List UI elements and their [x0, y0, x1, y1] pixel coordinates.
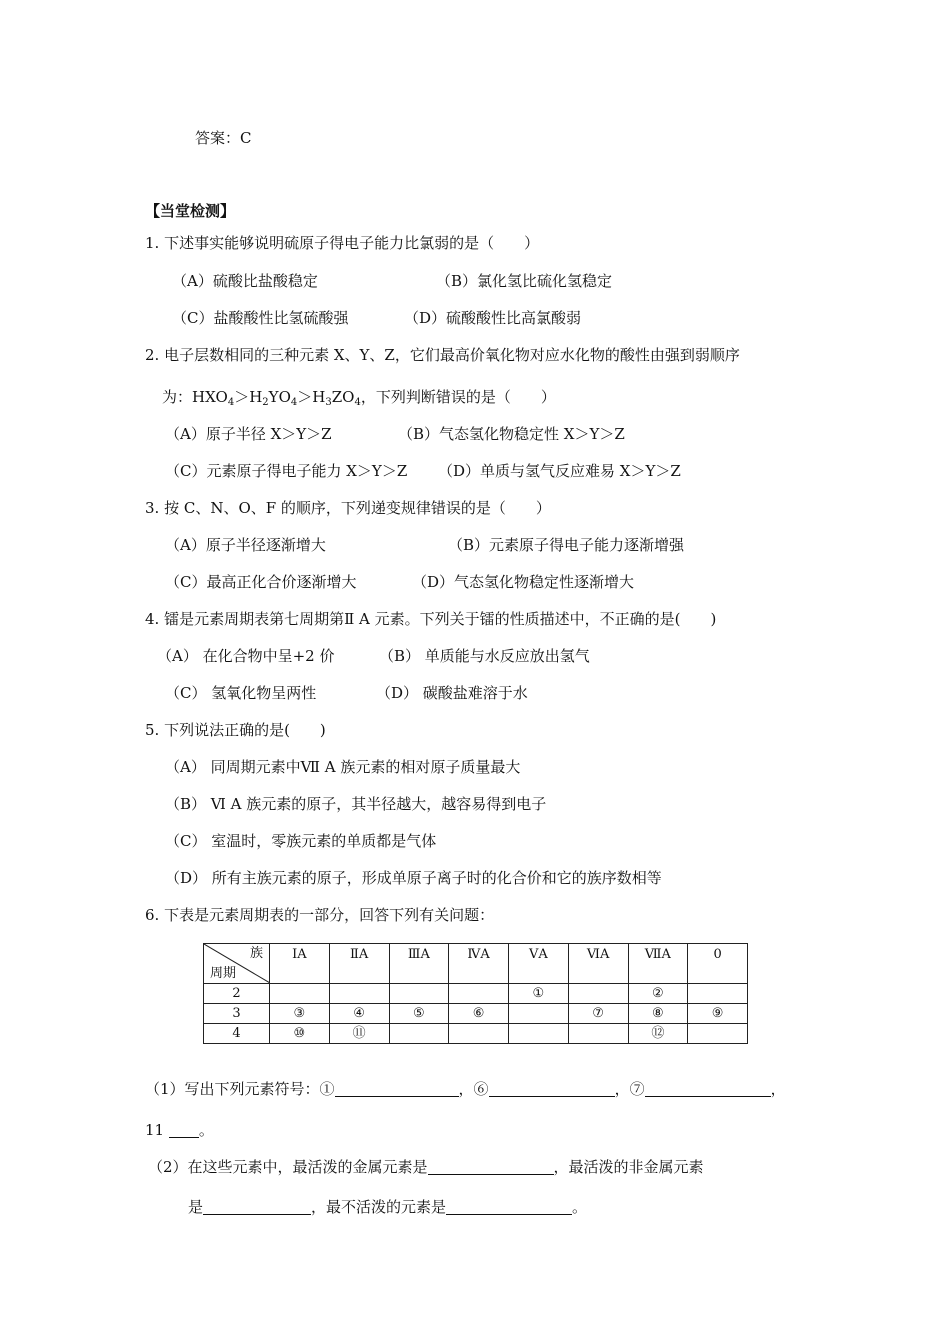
- formula-hxo4: $HXO_4$: [192, 388, 235, 408]
- answer-blank-nonmetal[interactable]: [203, 1198, 311, 1215]
- q1-option-c: （C）盐酸酸性比氢硫酸强: [172, 309, 349, 327]
- q2-option-d: （D）单质与氢气反应难易 X＞Y＞Z: [438, 462, 681, 480]
- q6-sub2-line: （2）在这些元素中，最活泼的金属元素是 ，最活泼的非金属元素: [148, 1158, 704, 1176]
- corner-group-label: 族: [249, 946, 263, 961]
- table-row: [204, 1024, 748, 1044]
- element-cell: [568, 1024, 628, 1044]
- element-cell: ②: [628, 984, 688, 1004]
- q5-option-d: （D） 所有主族元素的原子，形成单原子离子时的化合价和它的族序数相等: [165, 869, 662, 887]
- q1-stem: 1. 下述事实能够说明硫原子得电子能力比氯弱的是（ ）: [145, 234, 540, 252]
- q2-stem: 2. 电子层数相同的三种元素 X、Y、Z，它们最高价氧化物对应水化物的酸性由强到弱顺序: [145, 346, 740, 364]
- q3-stem: 3. 按 C、N、O、F 的顺序，下列递变规律错误的是（ ）: [145, 499, 551, 517]
- q2-option-c: （C）元素原子得电子能力 X＞Y＞Z: [165, 462, 408, 480]
- element-cell: [449, 984, 509, 1004]
- element-cell: ①: [509, 984, 569, 1004]
- section-title: 【当堂检测】: [145, 202, 236, 220]
- group-header: ⅡA: [329, 944, 389, 984]
- answer-blank-inert[interactable]: [446, 1198, 572, 1215]
- group-header: ⅦA: [628, 944, 688, 984]
- answer-blank-11[interactable]: [169, 1121, 199, 1138]
- element-cell: [389, 984, 449, 1004]
- element-cell: ⑦: [568, 1004, 628, 1024]
- q5-option-b: （B） Ⅵ A 族元素的原子，其半径越大，越容易得到电子: [165, 795, 547, 813]
- period-label: 3: [204, 1004, 270, 1024]
- q3-option-b: （B）元素原子得电子能力逐渐增强: [448, 536, 685, 554]
- q6-sub2-line2: 是 ，最不活泼的元素是 。: [188, 1198, 588, 1216]
- q1-option-a: （A）硫酸比盐酸稳定: [172, 272, 318, 290]
- periodic-table-excerpt: [203, 943, 748, 1044]
- answer-blank-1[interactable]: [335, 1080, 459, 1097]
- element-cell: ⑨: [688, 1004, 748, 1024]
- element-cell: ⑪: [329, 1024, 389, 1044]
- q4-option-c: （C） 氢氧化物呈两性: [165, 684, 317, 702]
- group-header: ⅣA: [449, 944, 509, 984]
- q6-sub1-line2: 11 。: [145, 1121, 214, 1139]
- answer-line: 答案：C: [195, 129, 252, 147]
- answer-blank-6[interactable]: [489, 1080, 615, 1097]
- element-cell: [568, 984, 628, 1004]
- q1-option-b: （B）氯化氢比硫化氢稳定: [436, 272, 613, 290]
- q2-option-b: （B）气态氢化物稳定性 X＞Y＞Z: [398, 425, 625, 443]
- formula-h2yo4: $H_2YO_4$: [249, 388, 298, 408]
- q4-stem: 4. 镭是元素周期表第七周期第Ⅱ A 元素。下列关于镭的性质描述中，不正确的是( ): [145, 610, 717, 628]
- element-cell: [688, 984, 748, 1004]
- q2-stem-continued: 为：$HXO_4>H_2YO_4>H_3ZO_4$，下列判断错误的是（ ）: [162, 388, 556, 408]
- element-cell: [688, 1024, 748, 1044]
- element-cell: ③: [270, 1004, 330, 1024]
- group-header: ⅠA: [270, 944, 330, 984]
- q6-sub1-line: （1）写出下列元素符号：① ，⑥ ，⑦ ，: [145, 1080, 786, 1098]
- group-header: ⅤA: [509, 944, 569, 984]
- table-corner-cell: [204, 944, 270, 984]
- element-cell: ⑧: [628, 1004, 688, 1024]
- q1-option-d: （D）硫酸酸性比高氯酸弱: [404, 309, 582, 327]
- formula-h3zo4: $H_3ZO_4$: [312, 388, 361, 408]
- element-cell: [509, 1024, 569, 1044]
- table-header-row: [204, 944, 748, 984]
- q4-option-a: （A） 在化合物中呈+2 价: [157, 647, 335, 665]
- element-cell: [509, 1004, 569, 1024]
- q3-option-c: （C）最高正化合价逐渐增大: [165, 573, 357, 591]
- q2-option-a: （A）原子半径 X＞Y＞Z: [165, 425, 332, 443]
- q3-option-d: （D）气态氢化物稳定性逐渐增大: [412, 573, 635, 591]
- period-label: 4: [204, 1024, 270, 1044]
- table-row: [204, 984, 748, 1004]
- q4-option-b: （B） 单质能与水反应放出氢气: [379, 647, 590, 665]
- q5-option-c: （C） 室温时，零族元素的单质都是气体: [165, 832, 437, 850]
- table-row: [204, 1004, 748, 1024]
- element-cell: ⑥: [449, 1004, 509, 1024]
- element-cell: [270, 984, 330, 1004]
- q5-stem: 5. 下列说法正确的是( ): [145, 721, 326, 739]
- q5-option-a: （A） 同周期元素中Ⅶ A 族元素的相对原子质量最大: [165, 758, 521, 776]
- element-cell: ⑩: [270, 1024, 330, 1044]
- q4-option-d: （D） 碳酸盐难溶于水: [376, 684, 528, 702]
- q6-stem: 6. 下表是元素周期表的一部分，回答下列有关问题：: [145, 906, 495, 924]
- element-cell: [449, 1024, 509, 1044]
- answer-blank-metal[interactable]: [428, 1158, 554, 1175]
- element-cell: [389, 1024, 449, 1044]
- period-label: 2: [204, 984, 270, 1004]
- element-cell: ⑫: [628, 1024, 688, 1044]
- answer-blank-7[interactable]: [645, 1080, 771, 1097]
- corner-period-label: 周期: [210, 966, 237, 981]
- element-cell: ④: [329, 1004, 389, 1024]
- q3-option-a: （A）原子半径逐渐增大: [165, 536, 326, 554]
- element-cell: ⑤: [389, 1004, 449, 1024]
- group-header: ⅢA: [389, 944, 449, 984]
- group-header: ⅥA: [568, 944, 628, 984]
- element-cell: [329, 984, 389, 1004]
- group-header: 0: [688, 944, 748, 984]
